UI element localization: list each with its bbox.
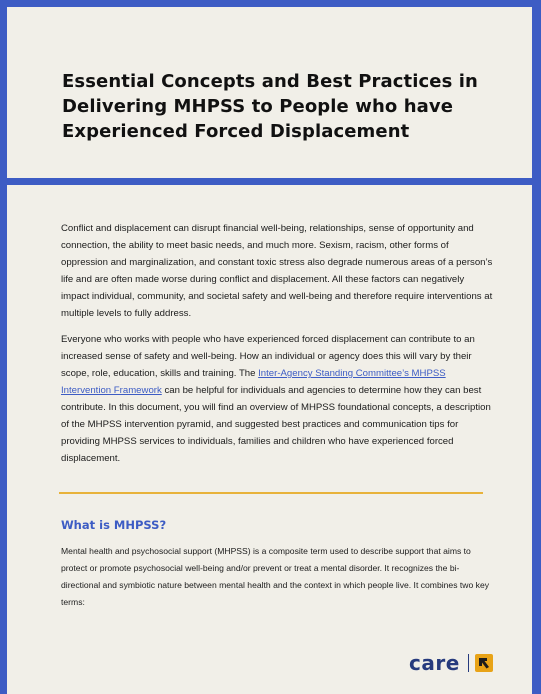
logo-separator [468,654,469,672]
intro-paragraph: Conflict and displacement can disrupt financial well-being, relationships, sense of opportunity and connection, the ability to meet basic needs, and much more. Sexism, racism, other forms of oppression and marginalization, and constant toxic stress also degrade numerous areas of a person’s life and are often made worse during conflict and displacement. All these factors can negatively impact individual, community, and societal safety and well-being and therefore require interventions at multiple levels to fully address. [61,223,493,319]
second-paragraph [61,331,493,467]
section-heading: What is MHPSS? [61,518,167,532]
paragraph-text-before-link: Everyone who works with people who have experienced forced displacement can contribute to an increased sense of safety and well-being. How an individual or agency does this will vary by their scope, role, education, skills and training. The [61,334,475,379]
iasc-framework-link[interactable]: Inter-Agency Standing Committee’s MHPSS Intervention Framework [61,368,446,396]
section-paragraph: Mental health and psychosocial support (MHPSS) is a composite term used to describe support that aims to protect or promote psychosocial well-being and/or prevent or treat a mental disorder. It recognizes the bi-directional and symbiotic nature between mental health and the context in which people live. It combines two key terms: [61,546,490,607]
body-panel [7,185,532,694]
paragraph-text-after-link: can be helpful for individuals and agencies to determine how they can best contribute. In this document, you will find an overview of MHPSS foundational concepts, a description of the MHPSS intervention pyramid, and suggested best practices and communication tips for providing MHPSS services to individuals, families and children who have experienced forced displacement. [61,385,491,464]
care-logo [409,650,493,676]
logo-wordmark: care [409,651,460,675]
header-panel [7,7,532,178]
section-divider [59,492,483,494]
care-hand-icon [475,654,493,672]
page-title: Essential Concepts and Best Practices in Delivering MHPSS to People who have Experienced Forced Displacement [62,71,478,142]
